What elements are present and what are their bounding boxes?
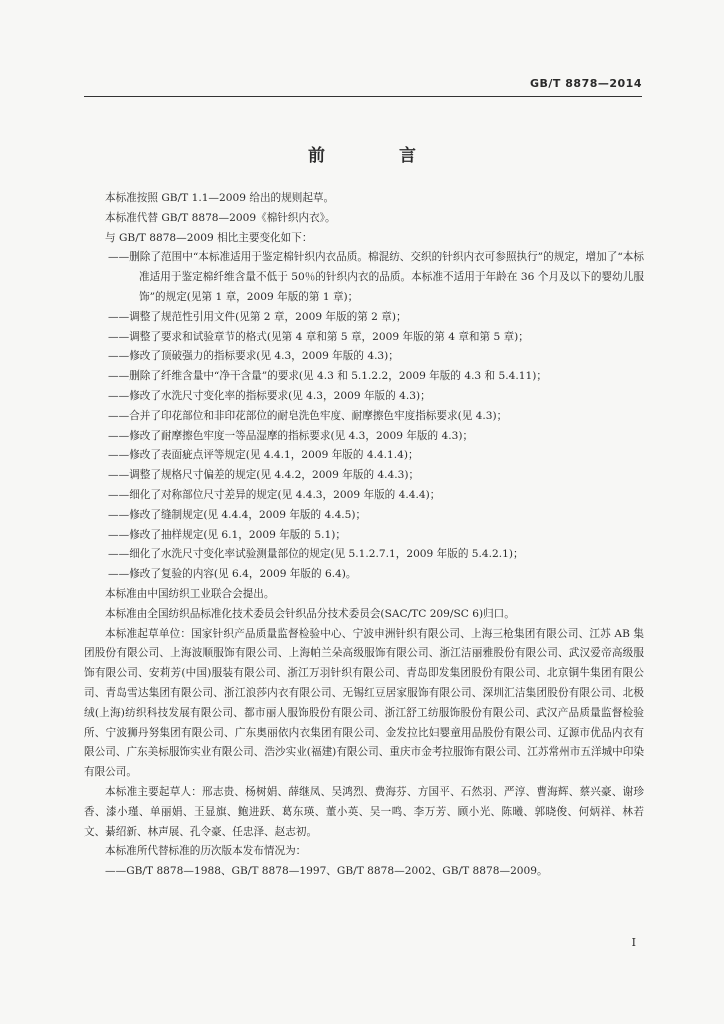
list-item: ——修改了复验的内容(见 6.4，2009 年版的 6.4)。 [108, 568, 357, 581]
list-item: ——修改了顶破强力的指标要求(见 4.3，2009 年版的 4.3)； [108, 350, 399, 363]
paragraph-drafting-rules: 本标准按照 GB/T 1.1—2009 给出的规则起草。 [105, 192, 335, 204]
list-item: ——修改了抽样规定(见 6.1，2009 年版的 5.1)； [108, 528, 346, 541]
page-number: I [631, 936, 636, 949]
list-item: ——调整了要求和试验章节的格式(见第 4 章和第 5 章，2009 年版的第 4 章和第 5 章)； [108, 330, 529, 343]
header-rule [84, 96, 642, 97]
paragraph-history-list: ——GB/T 8878—1988、GB/T 8878—1997、GB/T 8878—2002、GB/T 8878—2009。 [105, 865, 548, 878]
list-item: ——删除了纤维含量中“净干含量”的要求(见 4.3 和 5.1.2.2，2009 年版的 4.3 和 5.4.11)； [108, 370, 547, 383]
page-title: 前 言 [308, 146, 450, 166]
standard-number: GB/T 8878—2014 [530, 77, 642, 90]
list-item: ——合并了印花部位和非印花部位的耐皂洗色牢度、耐摩擦色牢度指标要求(见 4.3)； [108, 409, 508, 422]
changes-list [84, 248, 644, 585]
paragraph-drafting-units: 本标准起草单位：国家针织产品质量监督检验中心、宁波申洲针织有限公司、上海三枪集团有限公司、江苏 AB 集团股份有限公司、上海波顺服饰有限公司、上海帕兰朵高级服饰有限公司、浙江洁丽雅股份有限公司、武汉爱帝高级服饰有限公司、安莉芳(中国)服装有限公司、浙江万羽针织有限公司、青岛即发集团股份有限公司、北京铜牛集团有限公司、青岛雪达集团有限公司、浙江浪莎内衣有限公司、无锡红豆居家服饰有限公司、深圳汇洁集团股份有限公司、北极绒(上海)纺织科技发展有限公司、都市丽人服饰股份有限公司、浙江舒工纺服饰股份有限公司、武汉产品质量监督检验所、宁波狮丹努集团有限公司、广东奥丽依内衣集团有限公司、金发拉比妇婴童用品股份有限公司、辽源市优品内衣有限公司、广东美标服饰实业有限公司、浩沙实业(福建)有限公司、重庆市金考拉服饰有限公司、江苏常州市五洋城中印染有限公司。 [84, 627, 644, 779]
list-item: ——删除了范围中“本标准适用于鉴定棉针织内衣品质。棉混纺、交织的针织内衣可参照执行”的规定，增加了“本标准适用于鉴定棉纤维含量不低于 50％的针织内衣的品质。本标准不适用于年龄在 36 个月及以下的婴幼儿服饰”的规定(见第 1 章，2009 年版的第 1 章)； [108, 251, 644, 303]
paragraph-changes-intro: 与 GB/T 8878—2009 相比主要变化如下： [105, 231, 313, 244]
list-item: ——细化了水洗尺寸变化率试验测量部位的规定(见 5.1.2.7.1，2009 年版的 5.4.2.1)； [108, 548, 524, 561]
list-item: ——细化了对称部位尺寸差异的规定(见 4.4.3，2009 年版的 4.4.4)； [108, 488, 441, 501]
list-item: ——修改了表面疵点评等规定(见 4.4.1，2009 年版的 4.4.1.4)； [108, 449, 419, 462]
document-body [84, 189, 644, 882]
paragraph-proposer: 本标准由中国纺织工业联合会提出。 [105, 587, 275, 600]
list-item: ——调整了规范性引用文件(见第 2 章，2009 年版的第 2 章)； [108, 310, 407, 323]
list-item: ——调整了规格尺寸偏差的规定(见 4.4.2，2009 年版的 4.4.3)； [108, 469, 420, 482]
list-item: ——修改了耐摩擦色牢度一等品湿摩的指标要求(见 4.3，2009 年版的 4.3)； [108, 429, 474, 442]
paragraph-replaces: 本标准代替 GB/T 8878—2009《棉针织内衣》。 [105, 211, 336, 224]
paragraph-committee: 本标准由全国纺织品标准化技术委员会针织品分技术委员会(SAC/TC 209/SC 6)归口。 [105, 607, 515, 620]
list-item: ——修改了水洗尺寸变化率的指标要求(见 4.3，2009 年版的 4.3)； [108, 389, 431, 402]
paragraph-history-intro: 本标准所代替标准的历次版本发布情况为： [105, 845, 307, 858]
list-item: ——修改了缝制规定(见 4.4.4，2009 年版的 4.4.5)； [108, 508, 367, 521]
paragraph-drafters: 本标准主要起草人：邢志贵、杨树娟、薛继凤、吴鸿烈、费海芬、方国平、石然羽、严淳、曹海辉、蔡兴豪、谢珍香、漆小瑾、单丽娟、王显旗、鲍进跃、葛东瑛、董小英、吴一鸣、李万芳、顾小光、陈曦、郭晓俊、何炳祥、林若文、綦绍新、林声展、孔令豪、任忠泽、赵志初。 [84, 785, 644, 838]
